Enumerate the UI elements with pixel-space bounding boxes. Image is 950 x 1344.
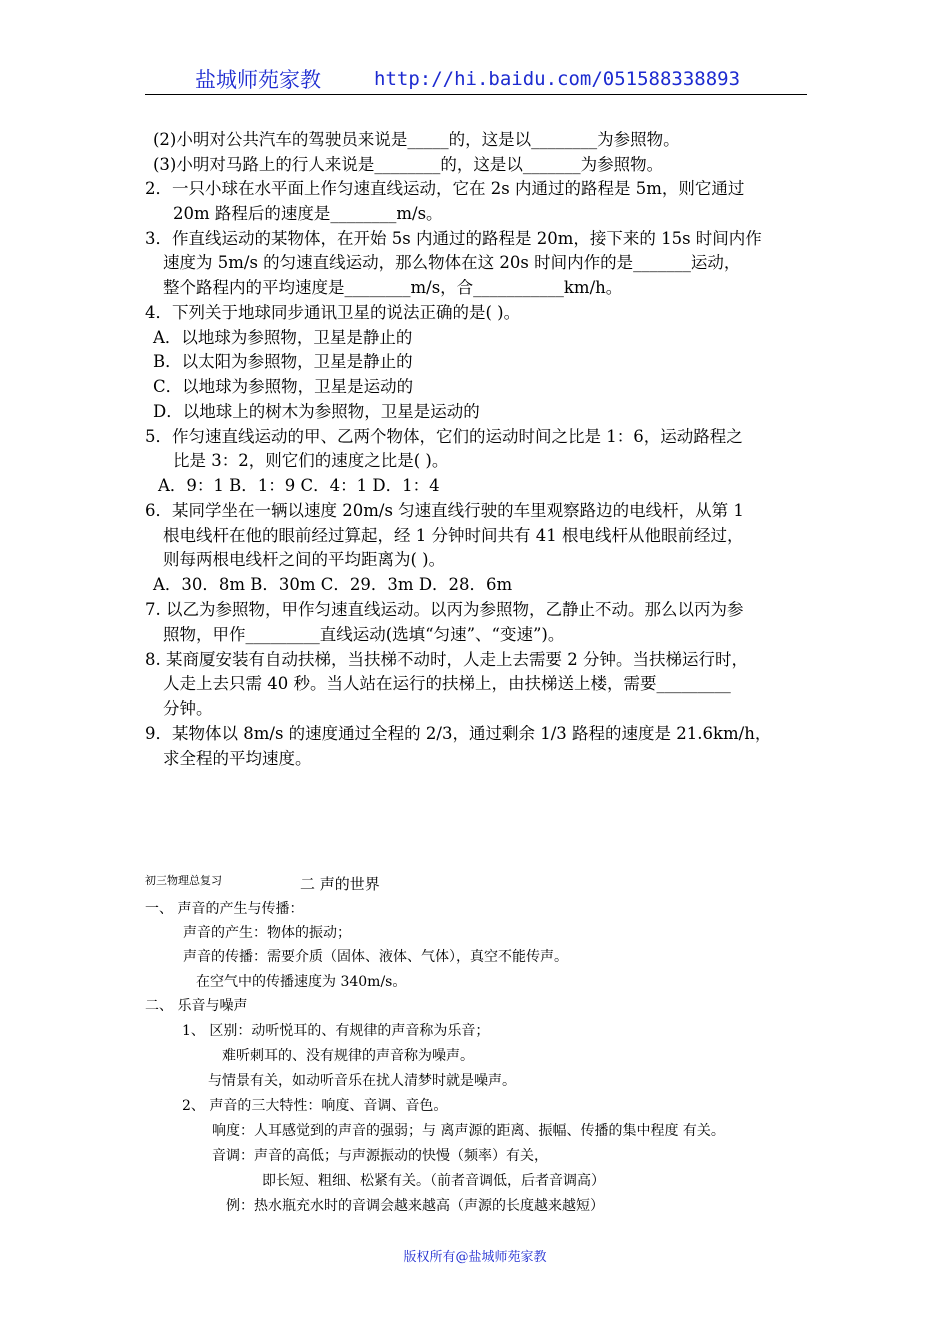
question-5-line-2: 比是 3：2，则它们的速度之比是( )。 [173, 451, 449, 470]
section-2-item-2: 2、 声音的三大特性：响度、音调、音色。 [182, 1098, 448, 1114]
question-6-line-1: 6．某同学坐在一辆以速度 20m/s 匀速直线行驶的车里观察路边的电线杆，从第 1 [145, 501, 744, 520]
header-brand: 盐城师苑家教 [195, 68, 321, 92]
question-2-line-2: 20m 路程后的速度是________m/s。 [173, 204, 443, 223]
question-3-line-3: 整个路程内的平均速度是________m/s，合___________km/h。 [163, 278, 623, 297]
question-6-line-3: 则每两根电线杆之间的平均距离为( )。 [163, 550, 446, 569]
question-8-line-3: 分钟。 [163, 699, 213, 718]
question-6-options: A．30．8m B．30m C．29．3m D．28．6m [153, 575, 513, 594]
section-1-item-a: 声音的产生：物体的振动； [183, 925, 351, 941]
question-4-option-d: D．以地球上的树木为参照物，卫星是运动的 [153, 402, 480, 421]
question-6-line-2: 根电线杆在他的眼前经过算起，经 1 分钟时间共有 41 根电线杆从他眼前经过， [163, 526, 744, 545]
section-2-item-2b: 音调：声音的高低；与声源振动的快慢（频率）有关， [212, 1148, 548, 1164]
question-8-line-1: 8. 某商厦安装有自动扶梯，当扶梯不动时，人走上去需要 2 分钟。当扶梯运行时， [145, 650, 748, 669]
question-3-line-1: 3．作直线运动的某物体，在开始 5s 内通过的路程是 20m，接下来的 15s 时间内作 [145, 229, 762, 248]
page-footer: 版权所有@盐城师苑家教 [403, 1250, 547, 1265]
page-header [145, 62, 807, 95]
question-4-option-a: A．以地球为参照物，卫星是静止的 [153, 328, 413, 347]
question-7-line-2: 照物，甲作_________直线运动(选填“匀速”、“变速”)。 [163, 625, 565, 644]
section-2-item-1c: 与情景有关，如动听音乐在扰人清梦时就是噪声。 [208, 1073, 516, 1089]
section-2-item-1b: 难听刺耳的、没有规律的声音称为噪声。 [222, 1048, 474, 1064]
question-3-line-2: 速度为 5m/s 的匀速直线运动，那么物体在这 20s 时间内作的是_______运动， [163, 253, 741, 272]
section-1-heading: 一、 声音的产生与传播： [145, 901, 304, 917]
header-url[interactable]: http://hi.baidu.com/051588338893 [374, 68, 741, 90]
question-1-part-3: (3)小明对马路上的行人来说是________的，这是以_______为参照物。 [153, 155, 664, 174]
question-9-line-1: 9．某物体以 8m/s 的速度通过全程的 2/3，通过剩余 1/3 路程的速度是 21.6km/h， [145, 724, 772, 743]
section-1-item-c: 在空气中的传播速度为 340m/s。 [196, 974, 407, 990]
question-4: 4．下列关于地球同步通讯卫星的说法正确的是( )。 [145, 303, 521, 322]
course-label: 初三物理总复习 [145, 874, 222, 887]
question-5-options: A．9：1 B．1：9 C．4：1 D．1：4 [158, 476, 440, 495]
question-1-part-2: (2)小明对公共汽车的驾驶员来说是_____的，这是以________为参照物。 [153, 130, 680, 149]
section-2-item-2c: 即长短、粗细、松紧有关。（前者音调低，后者音调高） [262, 1173, 605, 1189]
section-2-heading: 二、 乐音与噪声 [145, 998, 248, 1014]
question-7-line-1: 7. 以乙为参照物，甲作匀速直线运动。以丙为参照物，乙静止不动。那么以丙为参 [145, 600, 744, 619]
section-1-item-b: 声音的传播：需要介质（固体、液体、气体），真空不能传声。 [183, 949, 568, 965]
question-4-option-c: C．以地球为参照物，卫星是运动的 [153, 377, 414, 396]
question-4-option-b: B．以太阳为参照物，卫星是静止的 [153, 352, 413, 371]
section-2-item-2d: 例：热水瓶充水时的音调会越来越高（声源的长度越来越短） [226, 1198, 604, 1214]
section-2-item-2a: 响度：人耳感觉到的声音的强弱；与 离声源的距离、振幅、传播的集中程度 有关。 [212, 1123, 725, 1139]
question-9-line-2: 求全程的平均速度。 [163, 749, 312, 768]
section-2-item-1: 1、 区别：动听悦耳的、有规律的声音称为乐音； [182, 1023, 490, 1039]
question-2-line-1: 2．一只小球在水平面上作匀速直线运动，它在 2s 内通过的路程是 5m，则它通过 [145, 179, 745, 198]
question-8-line-2: 人走上去只需 40 秒。当人站在运行的扶梯上，由扶梯送上楼，需要_________ [163, 674, 731, 693]
chapter-title: 二 声的世界 [300, 875, 380, 893]
question-5-line-1: 5．作匀速直线运动的甲、乙两个物体，它们的运动时间之比是 1：6，运动路程之 [145, 427, 743, 446]
